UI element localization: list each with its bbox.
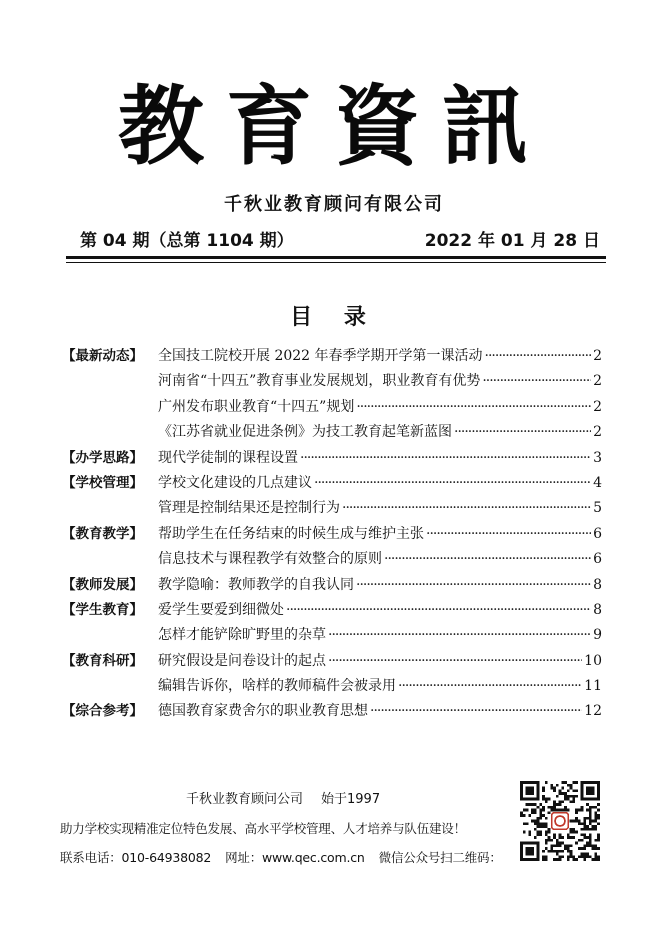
toc-category: 【教育教学】 [62,525,143,542]
footer-since: 始于1997 [321,792,381,807]
toc-entry-title: 编辑告诉你，啥样的教师稿件会被录用 [158,678,396,695]
toc-category: 【综合参考】 [62,703,143,720]
toc-row[interactable] [62,446,602,471]
footer-website[interactable]: 网址：www.qec.com.cn [225,850,365,865]
toc-entry-title: 怎样才能铲除旷野里的杂草 [158,627,326,644]
toc-entry-title: 广州发布职业教育“十四五”规划 [158,398,355,415]
toc-category: 【办学思路】 [62,449,143,466]
toc-entry-title: 管理是控制结果还是控制行为 [158,500,340,517]
qr-code-icon[interactable] [520,781,600,861]
toc-leader-dots [342,496,591,521]
issue-info-row [80,226,600,250]
toc-leader-dots [356,395,591,420]
toc-entry-title: 《江苏省就业促进条例》为技工教育起笔新蓝图 [158,424,452,441]
toc-leader-dots [286,598,591,623]
toc-row[interactable] [62,344,602,369]
toc-page-number: 2 [593,373,602,390]
toc-row[interactable] [62,699,602,724]
toc-leader-dots [328,649,582,674]
toc-page-number: 3 [593,449,602,466]
toc-row[interactable] [62,496,602,521]
toc-leader-dots [328,623,591,648]
company-name: 千秋业教育顾问有限公司 [224,194,444,215]
toc-page-number: 12 [584,703,602,720]
toc-entry-title: 德国教育家费舍尔的职业教育思想 [158,703,368,720]
footer-company: 千秋业教育顾问公司 [186,792,304,807]
toc-leader-dots [454,420,591,445]
toc-entry-title: 现代学徒制的课程设置 [158,449,298,466]
toc-category: 【学校管理】 [62,474,143,491]
footer-contact-line [60,848,502,866]
toc-leader-dots [398,674,582,699]
footer-wechat: 微信公众号扫二维码： [378,850,502,865]
toc-row[interactable] [62,369,602,394]
toc-page-number: 10 [584,652,602,669]
toc-row[interactable] [62,573,602,598]
toc-page-number: 2 [593,398,602,415]
toc-entry-title: 全国技工院校开展 2022 年春季学期开学第一课活动 [158,348,483,364]
toc-row[interactable] [62,547,602,572]
header-divider-thin [66,262,606,263]
header-divider-thick [66,256,606,259]
footer-company-line [186,788,380,807]
toc-entry-title: 研究假设是问卷设计的起点 [158,652,326,669]
masthead-title: 教育資訊 [118,76,550,177]
toc-page-number: 8 [593,576,602,593]
toc-row[interactable] [62,420,602,445]
toc-row[interactable] [62,522,602,547]
toc-page-number: 5 [593,500,602,517]
footer-slogan: 助力学校实现精准定位特色发展、高水平学校管理、人才培养与队伍建设！ [60,821,466,836]
toc-page-number: 6 [593,525,602,542]
issue-number: 第 04 期（总第 1104 期） [80,231,294,251]
toc-leader-dots [426,522,591,547]
toc-row[interactable] [62,471,602,496]
toc-page-number: 2 [593,348,602,364]
toc-page-number: 4 [593,474,602,491]
toc-title: 目 录 [290,305,378,330]
toc-category: 【最新动态】 [62,348,143,364]
toc-row[interactable] [62,649,602,674]
toc-leader-dots [384,547,591,572]
toc-leader-dots [482,369,591,394]
toc-page-number: 8 [593,601,602,618]
issue-date: 2022 年 01 月 28 日 [424,231,600,251]
footer-phone: 联系电话：010-64938082 [60,850,212,865]
toc-leader-dots [485,344,592,369]
toc-page-number: 11 [584,678,602,695]
toc-page-number: 9 [593,627,602,644]
toc-entry-title: 信息技术与课程教学有效整合的原则 [158,551,382,568]
toc-leader-dots [356,573,591,598]
toc-page-number: 6 [593,551,602,568]
toc-entry-title: 学校文化建设的几点建议 [158,474,312,491]
toc-entry-title: 爱学生要爱到细微处 [158,601,284,618]
toc-row[interactable] [62,623,602,648]
toc-page-number: 2 [593,424,602,441]
toc-leader-dots [314,471,591,496]
toc-entry-title: 帮助学生在任务结束的时候生成与维护主张 [158,525,424,542]
toc-leader-dots [370,699,582,724]
toc-leader-dots [300,446,591,471]
toc-entry-title: 教学隐喻：教师教学的自我认同 [158,576,354,593]
toc-entry-title: 河南省“十四五”教育事业发展规划，职业教育有优势 [158,373,481,390]
table-of-contents [62,344,602,725]
toc-category: 【教师发展】 [62,576,143,593]
toc-row[interactable] [62,395,602,420]
toc-category: 【教育科研】 [62,652,143,669]
toc-row[interactable] [62,674,602,699]
toc-row[interactable] [62,598,602,623]
toc-category: 【学生教育】 [62,601,143,618]
